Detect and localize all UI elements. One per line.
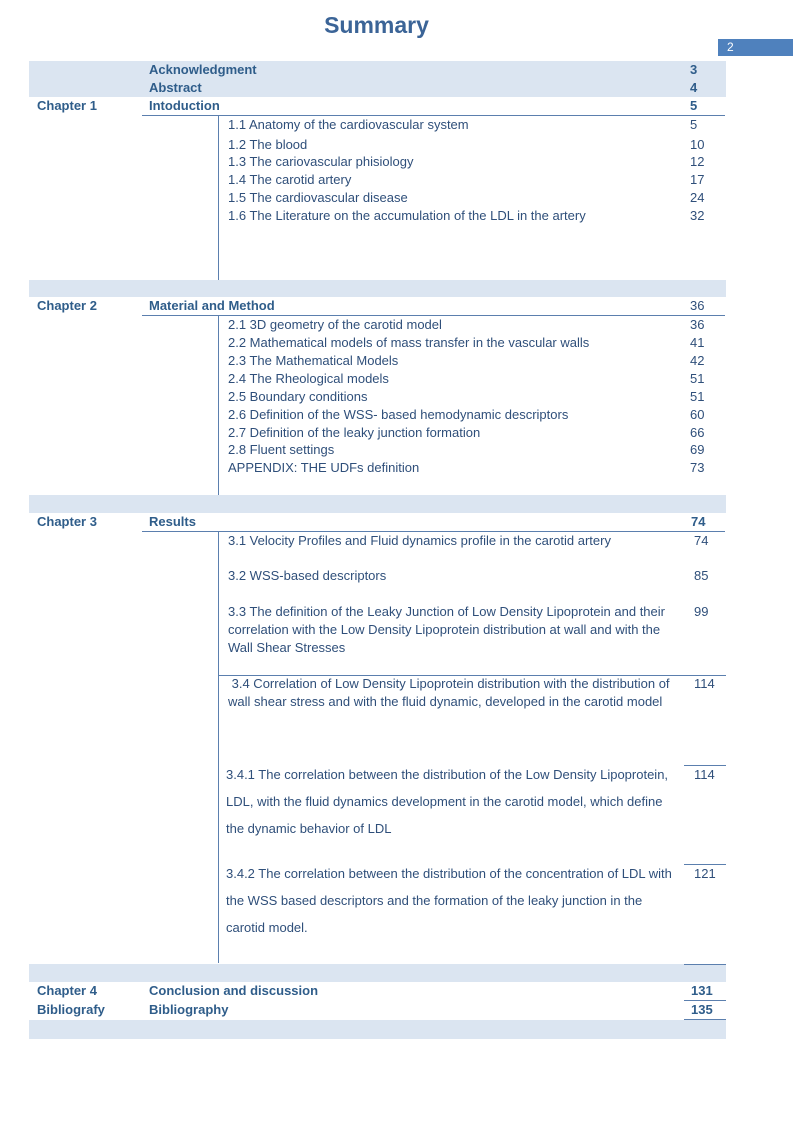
chapter-2-title[interactable]: Material and Method bbox=[149, 298, 275, 313]
toc-entry-2-4[interactable]: 2.4 The Rheological models bbox=[228, 371, 389, 386]
toc-page-2-2: 41 bbox=[690, 335, 705, 350]
chapter-1-divider bbox=[218, 115, 219, 280]
chapter-3-label: Chapter 3 bbox=[37, 514, 97, 529]
toc-page-3-4: 114 bbox=[694, 676, 715, 691]
toc-page-2-8: 69 bbox=[690, 442, 705, 457]
toc-page-2-1: 36 bbox=[690, 317, 705, 332]
toc-entry-2-5[interactable]: 2.5 Boundary conditions bbox=[228, 389, 368, 404]
toc-entry-3-3[interactable]: 3.3 The definition of the Leaky Junction of Low Density Lipoprotein and their correlation with the Low Density Lipoprotein distribution at wall and with the Wall Shear Stresses bbox=[228, 604, 665, 655]
section-3-4-1-rule bbox=[684, 765, 726, 766]
chapter-4-label: Chapter 4 bbox=[37, 983, 97, 998]
toc-page-1-5: 24 bbox=[690, 190, 705, 205]
toc-page-1-2: 10 bbox=[690, 137, 705, 152]
chapter-1-label: Chapter 1 bbox=[37, 98, 97, 113]
chapter-1-page: 5 bbox=[690, 98, 698, 113]
toc-entry-abstract[interactable]: Abstract bbox=[149, 80, 202, 95]
chapter-3-divider bbox=[218, 531, 219, 963]
toc-page-2-6: 60 bbox=[690, 407, 705, 422]
chapter-2-rule bbox=[142, 315, 725, 316]
chapter-3-title[interactable]: Results bbox=[149, 514, 196, 529]
toc-page-1-3: 12 bbox=[690, 154, 705, 169]
chapter-3-page: 74 bbox=[691, 514, 706, 529]
chapter-2-label: Chapter 2 bbox=[37, 298, 97, 313]
toc-page-acknowledgment: 3 bbox=[690, 62, 698, 77]
toc-entry-appendix[interactable]: APPENDIX: THE UDFs definition bbox=[228, 460, 420, 475]
toc-page-1-4: 17 bbox=[690, 172, 705, 187]
toc-page-3-3: 99 bbox=[694, 604, 709, 619]
toc-page-2-7: 66 bbox=[690, 425, 705, 440]
chapter-2-divider bbox=[218, 315, 219, 495]
chapter-1-title[interactable]: Intoduction bbox=[149, 98, 220, 113]
chapter-1-rule bbox=[142, 115, 725, 116]
chapter-2-end-band bbox=[29, 495, 726, 513]
toc-page-2-5: 51 bbox=[690, 389, 705, 404]
toc-entry-3-2[interactable]: 3.2 WSS-based descriptors bbox=[228, 568, 387, 583]
bibliography-end-band bbox=[29, 1020, 726, 1039]
toc-entry-2-2[interactable]: 2.2 Mathematical models of mass transfer in the vascular walls bbox=[228, 335, 590, 350]
toc-entry-2-6[interactable]: 2.6 Definition of the WSS- based hemodynamic descriptors bbox=[228, 407, 569, 422]
chapter-3-end-rule bbox=[684, 964, 726, 965]
toc-page-1-1: 5 bbox=[690, 117, 698, 132]
toc-page-2-3: 42 bbox=[690, 353, 705, 368]
page-title: Summary bbox=[324, 12, 429, 38]
toc-entry-1-2[interactable]: 1.2 The blood bbox=[228, 137, 308, 152]
toc-entry-1-4[interactable]: 1.4 The carotid artery bbox=[228, 172, 352, 187]
toc-entry-3-1[interactable]: 3.1 Velocity Profiles and Fluid dynamics profile in the carotid artery bbox=[228, 533, 611, 548]
toc-entry-1-6[interactable]: 1.6 The Literature on the accumulation of the LDL in the artery bbox=[228, 208, 586, 223]
toc-entry-3-4[interactable]: 3.4 Correlation of Low Density Lipoprotein distribution with the distribution of wall shear stress and with the fluid dynamic, developed in the carotid model bbox=[228, 676, 674, 709]
toc-page-3-2: 85 bbox=[694, 568, 709, 583]
chapter-4-title[interactable]: Conclusion and discussion bbox=[149, 983, 319, 998]
toc-page-3-4-1: 114 bbox=[694, 767, 715, 782]
chapter-4-rule bbox=[684, 1000, 726, 1001]
toc-page-abstract: 4 bbox=[690, 80, 698, 95]
section-3-4-2-rule bbox=[684, 864, 726, 865]
toc-page-3-4-2: 121 bbox=[694, 866, 716, 881]
chapter-3-end-band bbox=[29, 964, 726, 982]
toc-entry-1-5[interactable]: 1.5 The cardiovascular disease bbox=[228, 190, 408, 205]
toc-entry-2-7[interactable]: 2.7 Definition of the leaky junction formation bbox=[228, 425, 481, 440]
chapter-2-page: 36 bbox=[690, 298, 705, 313]
toc-page-3-1: 74 bbox=[694, 533, 709, 548]
toc-entry-2-1[interactable]: 2.1 3D geometry of the carotid model bbox=[228, 317, 442, 332]
toc-entry-2-8[interactable]: 2.8 Fluent settings bbox=[228, 442, 335, 457]
toc-entry-1-1[interactable]: 1.1 Anatomy of the cardiovascular system bbox=[228, 117, 469, 132]
toc-page-2-4: 51 bbox=[690, 371, 705, 386]
bibliography-page: 135 bbox=[691, 1002, 713, 1017]
toc-page-1-6: 32 bbox=[690, 208, 705, 223]
toc-entry-acknowledgment[interactable]: Acknowledgment bbox=[149, 62, 257, 77]
toc-entry-1-3[interactable]: 1.3 The cariovascular phisiology bbox=[228, 154, 414, 169]
bibliography-title[interactable]: Bibliography bbox=[149, 1002, 229, 1017]
page-number-badge: 2 bbox=[718, 39, 793, 56]
chapter-1-end-band bbox=[29, 280, 726, 297]
bibliography-label: Bibliografy bbox=[37, 1002, 105, 1017]
chapter-4-page: 131 bbox=[691, 983, 713, 998]
front-matter-band bbox=[29, 61, 726, 97]
toc-entry-3-4-2[interactable]: 3.4.2 The correlation between the distribution of the concentration of LDL with the WSS based descriptors and the formation of the leaky junction in the carotid model. bbox=[226, 866, 672, 935]
toc-entry-2-3[interactable]: 2.3 The Mathematical Models bbox=[228, 353, 399, 368]
toc-entry-3-4-1[interactable]: 3.4.1 The correlation between the distribution of the Low Density Lipoprotein, LDL, with the fluid dynamics development in the carotid model, which define the dynamic behavior of LDL bbox=[226, 767, 669, 836]
toc-page-appendix: 73 bbox=[690, 460, 705, 475]
